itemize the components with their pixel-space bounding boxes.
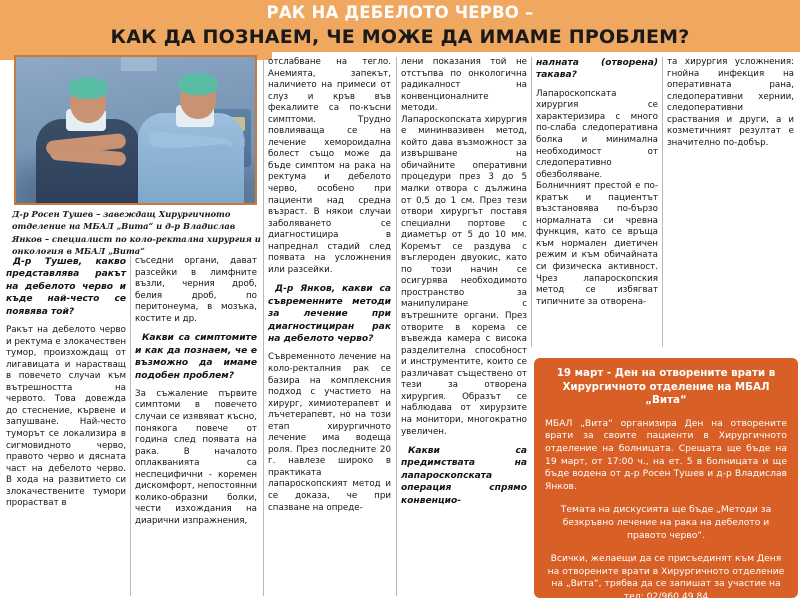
col5-question-continued: налната (отворена) такава?: [536, 58, 658, 81]
col2-question: Какви са симптомите и как да познаем, че е възможно да имаме подобен проблем?: [135, 333, 257, 381]
column-divider-5: [662, 57, 663, 347]
column-divider-1: [130, 256, 131, 596]
text-column-3: [268, 57, 391, 600]
event-paragraph-1: МБАЛ „Вита“ организира Ден на отворените врати за своите пациенти в Хирургичното отделение на болницата. Срещата ще бъде на 19 март, от 17:00 ч., на ет. 5 в болницата и ще бъде водена от д-р Росен Тушев и д-р Владислав Янков.: [545, 417, 787, 492]
surgeons-photo: [14, 55, 257, 205]
text-column-6: [667, 57, 794, 177]
surgeon-left-surgical-cap: [68, 77, 108, 99]
page-title-line-1: РАК НА ДЕБЕЛОТО ЧЕРВО –: [266, 3, 534, 22]
col3-body: Съвременното лечение на коло-ректалния рак се базира на комплексния подход с участието на хирург, химиотерапевт и лъчетерапевт, но на този етап хирургичното лечение има водеща роля. През последните 20 г. навлезе широко в практиката лапароскопският метод и се доказа, че при спазване на опреде-: [268, 352, 391, 513]
text-column-1: [6, 256, 126, 600]
photo-caption: Д-р Росен Тушев – завеждащ Хирургичното отделение на МБАЛ „Вита“ и д-р Владислав Янков – специалист по коло-ректална хирургия и онкология в МБАЛ „Вита“: [12, 209, 261, 256]
text-column-5: [536, 57, 658, 347]
ceiling-light: [121, 57, 157, 71]
surgeon-right: [134, 83, 250, 203]
surgeon-right-surgical-cap: [178, 73, 218, 95]
col4-body-continued-1: лени показания той не отстъпва по онкологична радикалност на конвенционалните методи.: [401, 57, 527, 114]
col6-body-continued: та хирургия усложнения: гнойна инфекция на оперативната рана, следоперативни хернии, следоперативни сраствания и други, а и козметичният резултат е значително по-добър.: [667, 57, 794, 148]
col4-body-continued-2: Лапароскопската хирургия е мининвазивен метод, който дава възможност за извършване на обичайните оперативни процедури през 3 до 5 малки отвора с дължина от 0,5 до 1 см. През тези отвори хирургът поставя специални портове с диаметър от 5 до 10 мм. Коремът се раздува с въглероден двуокис, като по този начин се осигурява необходимото пространство за манипулиране с вътрешните органи. През отворите в корема се въвежда камера с висока разделителна способност и инструментите, които се различават съществено от тези за отворена хирургия. Образът се наблюдава от хирурзите на монитори, многократно увеличен.: [401, 114, 527, 437]
page-title-line-2: КАК ДА ПОЗНАЕМ, ЧЕ МОЖЕ ДА ИМАМЕ ПРОБЛЕМ?: [110, 26, 690, 48]
col1-body: Ракът на дебелото черво и ректума е злокачествен тумор, произхождащ от лигавицата и нарастващ в повечето случаи към вътрешността на червото. Това довежда до стеснение, кървене и запушване. Най-често туморът се локализира в сигмовидното черво, правото черво и дясната част на дебелото черво. В хода на развитието си злокачествените тумори прорастват в: [6, 325, 126, 509]
event-paragraph-3: Всички, желаещи да се присъединят към Деня на отворените врати в Хирургичното отделение на „Вита“, трябва да се запишат за участие на тел: 02/960 49 84: [547, 553, 785, 600]
event-heading: 19 март - Ден на отворените врати в Хирургичното отделение на МБАЛ „Вита“: [556, 367, 776, 407]
surgeon-left: [30, 91, 142, 203]
open-doors-event-box: [534, 358, 798, 598]
column-divider-2: [263, 57, 264, 596]
photo-background: [16, 57, 255, 203]
column-divider-4: [531, 57, 532, 347]
text-column-2: [135, 256, 257, 600]
col2-body: За съжаление първите симптоми в повечето случаи се изявяват късно, понякога повече от година след появата на рака. В началото оплакванията са неспецифични - коремен дискомфорт, непостоянни колико-образни болки, чести изхождания на диарични изпражнения,: [135, 388, 257, 526]
col1-question: Д-р Тушев, какво представлява ракът на дебелото черво и къде най-често се появява той?: [6, 257, 126, 317]
event-paragraph-2: Темата на дискусията ще бъде „Методи за безкръвно лечение на рака на дебелото и правото черво“.: [560, 504, 772, 541]
col5-body: Лапароскопската хирургия се характеризира с много по-слаба следоперативна болка и минимална необходимост от следоперативно обезболяване. Болничният престой е по-кратък и пациентът възстановява по-бързо нормалната си чревна функция, като се връща към нормален диетичен режим и към обичайната си физическа активност. Чрез лапароскопския метод се избягват типичните за отворена-: [536, 88, 658, 307]
col3-question: Д-р Янков, какви са съвременните методи за лечение при диагностициран рак на дебелото черво?: [268, 284, 391, 345]
col4-question: Какви са предимствата на лапароскопската операция спрямо конвенцио-: [401, 446, 527, 506]
col3-body-continued: отслабване на тегло. Анемията, запекът, наличието на примеси от слуз и кръв във фекалиите са по-късни симптоми. Трудно повлияваща се на лечение хемороидална болест също може да бъде симптом на рака на ректума и дебелото черво, особено при пациенти над средна възраст. В някои случаи заболяването се диагностицира в напреднал стадий след появата на усложнения или разсейки.: [268, 57, 391, 275]
text-column-4: [401, 57, 527, 600]
col2-body-continued: съседни органи, дават разсейки в лимфните възли, черния дроб, белия дроб, по перитонеума, в мозъка, костите и др.: [135, 256, 257, 324]
column-divider-3: [396, 57, 397, 596]
